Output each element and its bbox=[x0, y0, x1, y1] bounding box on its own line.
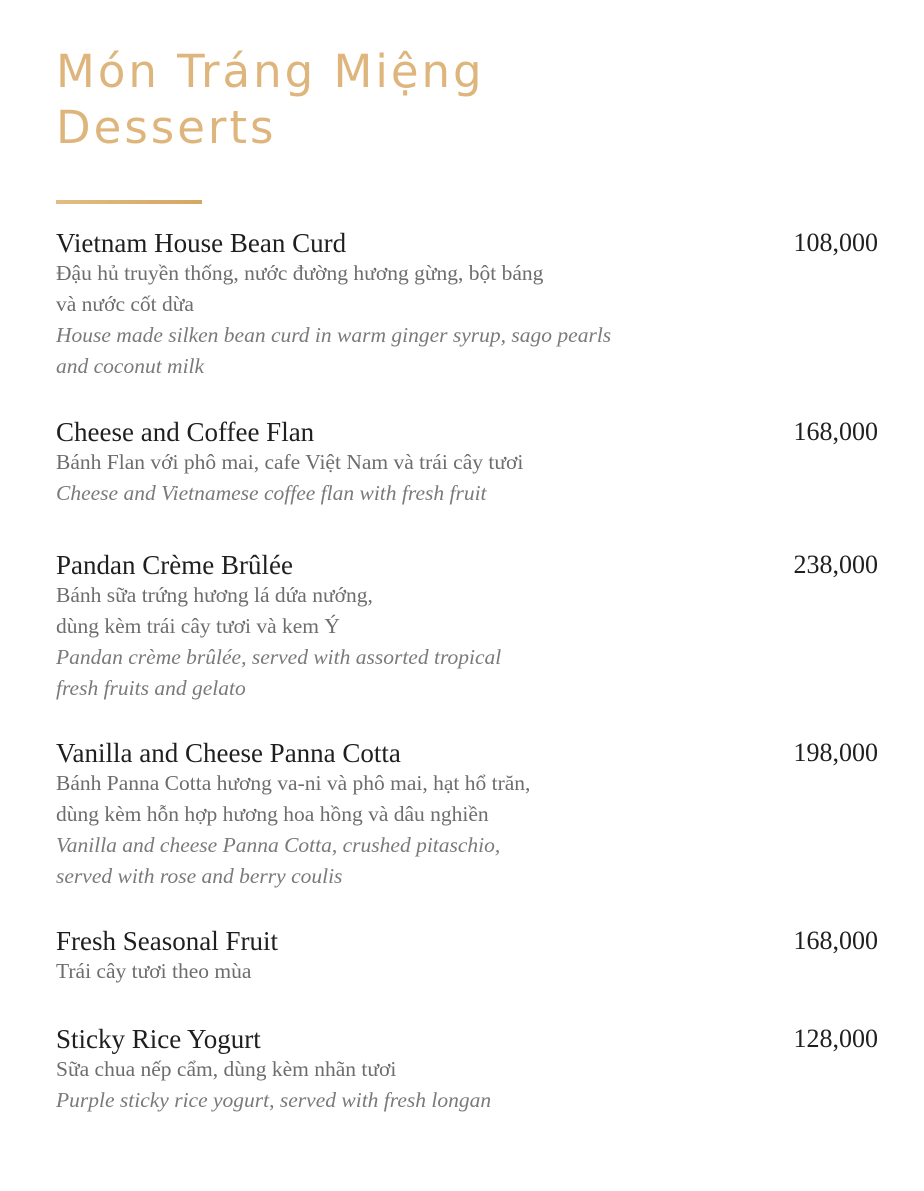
item-price: 128,000 bbox=[793, 1024, 878, 1053]
description-line: Bánh Flan với phô mai, cafe Việt Nam và trái cây tươi bbox=[56, 450, 524, 474]
item-price: 168,000 bbox=[793, 926, 878, 955]
description-line: và nước cốt dừa bbox=[56, 292, 194, 316]
item-description-english bbox=[56, 320, 706, 382]
page-title bbox=[56, 44, 485, 156]
item-description-english bbox=[56, 830, 706, 892]
menu-item bbox=[56, 228, 878, 382]
item-description-vietnamese bbox=[56, 447, 706, 478]
description-line: Trái cây tươi theo mùa bbox=[56, 959, 252, 983]
title-vietnamese: Món Tráng Miệng bbox=[56, 45, 485, 98]
title-english: Desserts bbox=[56, 101, 277, 154]
menu-item bbox=[56, 738, 878, 892]
item-name: Sticky Rice Yogurt bbox=[56, 1024, 261, 1054]
item-description-english bbox=[56, 1085, 706, 1116]
description-line: Pandan crème brûlée, served with assorted tropical bbox=[56, 645, 502, 669]
description-line: Đậu hủ truyền thống, nước đường hương gừng, bột báng bbox=[56, 261, 544, 285]
description-line: House made silken bean curd in warm ginger syrup, sago pearls bbox=[56, 323, 612, 347]
description-line: and coconut milk bbox=[56, 354, 205, 378]
item-name: Pandan Crème Brûlée bbox=[56, 550, 293, 580]
menu-item bbox=[56, 417, 878, 509]
description-line: Vanilla and cheese Panna Cotta, crushed pitaschio, bbox=[56, 833, 501, 857]
item-price: 238,000 bbox=[793, 550, 878, 579]
description-line: Cheese and Vietnamese coffee flan with fresh fruit bbox=[56, 481, 487, 505]
description-line: dùng kèm trái cây tươi và kem Ý bbox=[56, 614, 340, 638]
item-price: 108,000 bbox=[793, 228, 878, 257]
title-divider bbox=[56, 200, 202, 204]
item-description-english bbox=[56, 642, 706, 704]
item-name: Vanilla and Cheese Panna Cotta bbox=[56, 738, 401, 768]
item-description-vietnamese bbox=[56, 580, 706, 642]
menu-item bbox=[56, 550, 878, 704]
item-name: Cheese and Coffee Flan bbox=[56, 417, 315, 447]
item-price: 198,000 bbox=[793, 738, 878, 767]
item-description-english bbox=[56, 478, 706, 509]
description-line: dùng kèm hỗn hợp hương hoa hồng và dâu nghiền bbox=[56, 802, 489, 826]
item-description-vietnamese bbox=[56, 1054, 706, 1085]
item-description-vietnamese bbox=[56, 956, 706, 987]
description-line: served with rose and berry coulis bbox=[56, 864, 343, 888]
item-name: Vietnam House Bean Curd bbox=[56, 228, 347, 258]
item-price: 168,000 bbox=[793, 417, 878, 446]
description-line: Sữa chua nếp cẩm, dùng kèm nhãn tươi bbox=[56, 1057, 397, 1081]
item-description-vietnamese bbox=[56, 768, 706, 830]
description-line: fresh fruits and gelato bbox=[56, 676, 246, 700]
item-name: Fresh Seasonal Fruit bbox=[56, 926, 278, 956]
description-line: Bánh sữa trứng hương lá dứa nướng, bbox=[56, 583, 373, 607]
description-line: Bánh Panna Cotta hương va-ni và phô mai, hạt hổ trăn, bbox=[56, 771, 531, 795]
menu-item bbox=[56, 926, 878, 987]
menu-item bbox=[56, 1024, 878, 1116]
description-line: Purple sticky rice yogurt, served with fresh longan bbox=[56, 1088, 492, 1112]
item-description-vietnamese bbox=[56, 258, 706, 320]
